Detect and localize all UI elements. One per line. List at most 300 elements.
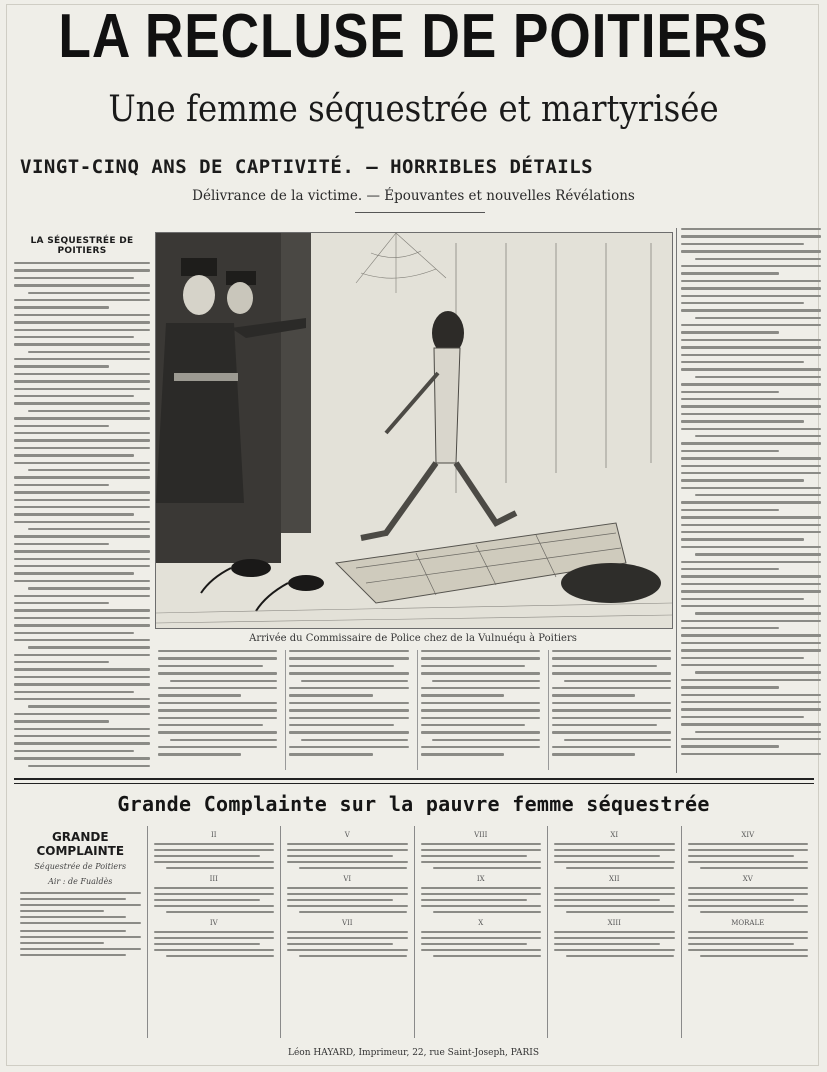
- text-line: [421, 943, 527, 945]
- text-line: [681, 228, 821, 230]
- text-line: [14, 388, 150, 390]
- text-line: [14, 476, 150, 478]
- text-line: [432, 739, 539, 741]
- text-line: [14, 535, 150, 537]
- text-line: [14, 632, 134, 634]
- text-line: [14, 691, 134, 693]
- text-line: [14, 617, 150, 619]
- verse-numeral: VII: [341, 919, 353, 927]
- text-line: [14, 284, 150, 286]
- text-line: [681, 501, 821, 503]
- text-line: [421, 931, 542, 933]
- deck-rule: [355, 212, 485, 213]
- article-subcolumn: [548, 650, 671, 770]
- stanza: [421, 887, 542, 913]
- complainte-verses: [14, 826, 814, 1038]
- article-subcolumn: [285, 650, 408, 770]
- text-line: [158, 709, 277, 711]
- text-line: [421, 949, 542, 951]
- text-line: [554, 843, 675, 845]
- text-line: [14, 513, 134, 515]
- text-line: [681, 531, 821, 533]
- verse-numeral: III: [209, 875, 218, 883]
- text-line: [700, 911, 808, 913]
- text-line: [695, 671, 821, 673]
- text-line: [28, 410, 150, 412]
- verse-numeral: X: [478, 919, 484, 927]
- text-line: [681, 524, 821, 526]
- text-line: [688, 849, 809, 851]
- text-line: [166, 867, 274, 869]
- text-line: [28, 705, 150, 707]
- text-line: [287, 887, 408, 889]
- text-line: [289, 657, 408, 659]
- stanza: [287, 887, 408, 913]
- stanza: [287, 843, 408, 869]
- right-column-text: [681, 228, 821, 755]
- text-line: [166, 955, 274, 957]
- text-line: [681, 309, 821, 311]
- text-line: [14, 417, 150, 419]
- text-line: [681, 280, 821, 282]
- text-line: [552, 717, 671, 719]
- text-line: [14, 491, 150, 493]
- text-line: [552, 702, 671, 704]
- text-line: [14, 358, 150, 360]
- text-line: [14, 565, 150, 567]
- article-subcolumns: [155, 650, 671, 770]
- text-line: [170, 680, 277, 682]
- text-line: [158, 665, 263, 667]
- text-line: [681, 657, 804, 659]
- text-line: [681, 398, 821, 400]
- text-line: [681, 368, 821, 370]
- text-line: [681, 583, 821, 585]
- text-line: [681, 605, 821, 607]
- text-line: [154, 855, 260, 857]
- text-line: [421, 724, 526, 726]
- text-line: [433, 867, 541, 869]
- text-line: [14, 336, 134, 338]
- text-line: [289, 650, 408, 652]
- page-subtitle: Une femme séquestrée et martyrisée: [108, 89, 719, 130]
- text-line: [28, 528, 150, 530]
- text-line: [695, 494, 821, 496]
- text-line: [14, 329, 150, 331]
- text-line: [566, 911, 674, 913]
- text-line: [289, 694, 372, 696]
- text-line: [681, 723, 821, 725]
- text-line: [287, 943, 393, 945]
- text-line: [14, 609, 150, 611]
- verse-column-6: [681, 826, 815, 1038]
- text-line: [299, 911, 407, 913]
- text-line: [681, 457, 821, 459]
- text-line: [421, 665, 526, 667]
- text-line: [421, 899, 527, 901]
- text-line: [688, 887, 809, 889]
- text-line: [154, 843, 275, 845]
- text-line: [552, 753, 635, 755]
- text-line: [681, 620, 821, 622]
- verse-numeral: V: [344, 831, 350, 839]
- masthead-title: LA RECLUSE DE POITIERS: [58, 2, 769, 71]
- text-line: [14, 454, 134, 456]
- text-line: [421, 672, 540, 674]
- text-line: [554, 893, 675, 895]
- text-line: [681, 272, 779, 274]
- text-line: [681, 575, 821, 577]
- text-line: [695, 731, 821, 733]
- text-line: [289, 724, 394, 726]
- text-line: [681, 346, 821, 348]
- text-line: [14, 395, 134, 397]
- deck-line: Délivrance de la victime. — Épouvantes et nouvelles Révélations: [192, 188, 635, 204]
- text-line: [681, 694, 821, 696]
- complainte-air: Air : de Fualdès: [48, 877, 113, 886]
- text-line: [681, 235, 821, 237]
- text-line: [421, 650, 540, 652]
- text-line: [681, 627, 779, 629]
- text-line: [695, 376, 821, 378]
- engraving-illustration: [155, 232, 673, 629]
- text-line: [681, 265, 821, 267]
- text-line: [170, 739, 277, 741]
- verse-numeral: XIV: [741, 831, 755, 839]
- verse-numeral: XI: [610, 831, 619, 839]
- text-line: [554, 849, 675, 851]
- text-line: [695, 553, 821, 555]
- text-line: [552, 672, 671, 674]
- text-line: [287, 937, 408, 939]
- text-line: [14, 602, 109, 604]
- text-line: [681, 428, 821, 430]
- text-line: [158, 657, 277, 659]
- text-line: [14, 676, 150, 678]
- text-line: [421, 937, 542, 939]
- text-line: [14, 269, 150, 271]
- text-line: [681, 568, 779, 570]
- text-line: [154, 849, 275, 851]
- text-line: [289, 731, 408, 733]
- text-line: [681, 391, 779, 393]
- text-line: [552, 650, 671, 652]
- text-line: [14, 757, 150, 759]
- text-line: [287, 949, 408, 951]
- text-line: [158, 731, 277, 733]
- text-line: [421, 753, 504, 755]
- text-line: [14, 580, 150, 582]
- text-line: [14, 728, 150, 730]
- text-line: [421, 746, 540, 748]
- text-line: [287, 849, 408, 851]
- text-line: [28, 765, 150, 767]
- verse-numeral: IV: [209, 919, 218, 927]
- text-line: [681, 295, 821, 297]
- text-line: [681, 701, 821, 703]
- text-line: [158, 650, 277, 652]
- door-frame: [281, 233, 311, 533]
- text-line: [14, 484, 109, 486]
- text-line: [421, 893, 542, 895]
- text-line: [14, 439, 150, 441]
- text-line: [681, 354, 821, 356]
- text-line: [681, 250, 821, 252]
- text-line: [681, 302, 804, 304]
- text-line: [158, 687, 277, 689]
- illustration-drawing: [156, 233, 672, 628]
- text-line: [681, 287, 821, 289]
- text-line: [299, 867, 407, 869]
- right-article-column: [676, 228, 821, 773]
- text-line: [433, 911, 541, 913]
- text-line: [14, 432, 150, 434]
- text-line: [681, 649, 821, 651]
- text-line: [681, 331, 779, 333]
- text-line: [681, 509, 779, 511]
- text-line: [688, 855, 794, 857]
- text-line: [14, 595, 150, 597]
- text-line: [688, 861, 809, 863]
- text-line: [688, 899, 794, 901]
- text-line: [421, 731, 540, 733]
- text-line: [681, 472, 821, 474]
- stanza: [154, 887, 275, 913]
- text-line: [681, 413, 821, 415]
- text-line: [301, 680, 408, 682]
- text-line: [14, 661, 109, 663]
- text-line: [421, 855, 527, 857]
- text-line: [688, 937, 809, 939]
- text-line: [421, 849, 542, 851]
- verse-numeral: XII: [608, 875, 620, 883]
- text-line: [28, 469, 150, 471]
- text-line: [14, 499, 150, 501]
- complainte-title: Grande Complainte sur la pauvre femme séquestrée: [117, 792, 710, 816]
- left-article-column: [14, 232, 150, 772]
- text-line: [158, 717, 277, 719]
- text-line: [14, 425, 109, 427]
- text-line: [688, 893, 809, 895]
- text-line: [421, 702, 540, 704]
- verse-column-3: [280, 826, 414, 1038]
- text-line: [554, 887, 675, 889]
- text-line: [688, 949, 809, 951]
- text-line: [554, 855, 660, 857]
- text-line: [695, 435, 821, 437]
- text-line: [14, 314, 150, 316]
- text-line: [287, 893, 408, 895]
- text-line: [681, 383, 821, 385]
- stanza: [421, 931, 542, 957]
- text-line: [14, 543, 109, 545]
- verse-column-5: [547, 826, 681, 1038]
- text-line: [14, 462, 150, 464]
- stanza: [554, 843, 675, 869]
- section-rule-thin: [14, 783, 814, 784]
- text-line: [421, 861, 542, 863]
- text-line: [14, 624, 150, 626]
- text-line: [14, 654, 150, 656]
- text-line: [158, 724, 263, 726]
- text-line: [14, 639, 150, 641]
- verse-numeral: IX: [476, 875, 485, 883]
- text-line: [166, 911, 274, 913]
- text-line: [14, 447, 150, 449]
- text-line: [14, 402, 150, 404]
- text-line: [14, 742, 150, 744]
- text-line: [695, 612, 821, 614]
- verse-numeral: MORALE: [731, 919, 765, 927]
- text-line: [681, 361, 804, 363]
- text-line: [14, 698, 150, 700]
- text-line: [154, 861, 275, 863]
- text-line: [681, 465, 821, 467]
- text-line: [14, 373, 150, 375]
- text-line: [554, 931, 675, 933]
- text-line: [554, 899, 660, 901]
- text-line: [700, 867, 808, 869]
- stanza: [287, 931, 408, 957]
- text-line: [681, 642, 821, 644]
- text-line: [287, 905, 408, 907]
- text-line: [681, 634, 821, 636]
- text-line: [14, 365, 109, 367]
- verse-numeral: XV: [742, 875, 753, 883]
- left-column-title: LA SÉQUESTRÉE DE POITIERS: [30, 236, 134, 256]
- verse-numeral: XIII: [607, 919, 621, 927]
- text-line: [289, 753, 372, 755]
- text-line: [14, 550, 150, 552]
- text-line: [681, 479, 804, 481]
- text-line: [695, 317, 821, 319]
- complainte-heading: GRANDE COMPLAINTE: [36, 830, 125, 858]
- text-line: [14, 262, 150, 264]
- section-rule-thick: [14, 778, 814, 780]
- text-line: [681, 420, 804, 422]
- stanza: [554, 931, 675, 957]
- article-subcolumn: [417, 650, 540, 770]
- text-line: [14, 380, 150, 382]
- illustration-caption: Arrivée du Commissaire de Police chez de la Vulnuéqu à Poitiers: [249, 633, 577, 644]
- text-line: [681, 686, 779, 688]
- verse-column-4: [414, 826, 548, 1038]
- text-line: [681, 324, 821, 326]
- text-line: [681, 745, 779, 747]
- stanza: [20, 930, 141, 956]
- text-line: [289, 709, 408, 711]
- text-line: [289, 672, 408, 674]
- text-line: [154, 937, 275, 939]
- left-column-text: [14, 262, 150, 772]
- text-line: [681, 546, 821, 548]
- text-line: [14, 750, 134, 752]
- text-line: [681, 442, 821, 444]
- basin: [561, 563, 661, 603]
- text-line: [552, 665, 657, 667]
- text-line: [432, 680, 539, 682]
- headline: VINGT-CINQ ANS DE CAPTIVITÉ. — HORRIBLES DÉTAILS: [20, 156, 594, 178]
- text-line: [289, 717, 408, 719]
- text-line: [700, 955, 808, 957]
- text-line: [154, 905, 275, 907]
- text-line: [681, 561, 821, 563]
- stanza: [554, 887, 675, 913]
- text-line: [554, 861, 675, 863]
- text-line: [28, 646, 150, 648]
- stanza: [688, 843, 809, 869]
- text-line: [14, 558, 150, 560]
- text-line: [14, 521, 150, 523]
- text-line: [289, 665, 394, 667]
- text-line: [421, 657, 540, 659]
- text-line: [681, 679, 821, 681]
- text-line: [681, 339, 821, 341]
- verse-numeral: II: [210, 831, 217, 839]
- article-subcolumn: [155, 650, 277, 770]
- text-line: [289, 746, 408, 748]
- text-line: [681, 753, 821, 755]
- text-line: [421, 687, 540, 689]
- text-line: [289, 687, 408, 689]
- verse-column-1: [14, 826, 147, 1038]
- text-line: [14, 343, 150, 345]
- text-line: [14, 683, 150, 685]
- text-line: [681, 243, 804, 245]
- text-line: [554, 943, 660, 945]
- stanza: [20, 892, 141, 924]
- text-line: [681, 538, 804, 540]
- text-line: [287, 931, 408, 933]
- text-line: [158, 672, 277, 674]
- text-line: [421, 905, 542, 907]
- text-line: [14, 720, 109, 722]
- text-line: [681, 716, 804, 718]
- text-line: [14, 277, 134, 279]
- stanza: [688, 931, 809, 957]
- text-line: [14, 306, 109, 308]
- text-line: [154, 893, 275, 895]
- text-line: [681, 450, 779, 452]
- text-line: [433, 955, 541, 957]
- verse-numeral: VIII: [474, 831, 488, 839]
- text-line: [564, 739, 671, 741]
- text-line: [287, 899, 393, 901]
- verse-column-2: [147, 826, 281, 1038]
- verse-numeral: VI: [343, 875, 352, 883]
- text-line: [552, 694, 635, 696]
- text-line: [14, 668, 150, 670]
- printer-imprint: Léon HAYARD, Imprimeur, 22, rue Saint-Joseph, PARIS: [287, 1048, 540, 1058]
- text-line: [554, 937, 675, 939]
- text-line: [681, 738, 821, 740]
- stanza: [154, 931, 275, 957]
- text-line: [552, 687, 671, 689]
- text-line: [158, 746, 277, 748]
- text-line: [681, 487, 821, 489]
- text-line: [688, 931, 809, 933]
- text-line: [552, 731, 671, 733]
- text-line: [158, 702, 277, 704]
- text-line: [299, 955, 407, 957]
- text-line: [681, 664, 821, 666]
- text-line: [28, 587, 150, 589]
- text-line: [421, 717, 540, 719]
- text-line: [287, 843, 408, 845]
- text-line: [154, 943, 260, 945]
- text-line: [287, 861, 408, 863]
- text-line: [14, 572, 134, 574]
